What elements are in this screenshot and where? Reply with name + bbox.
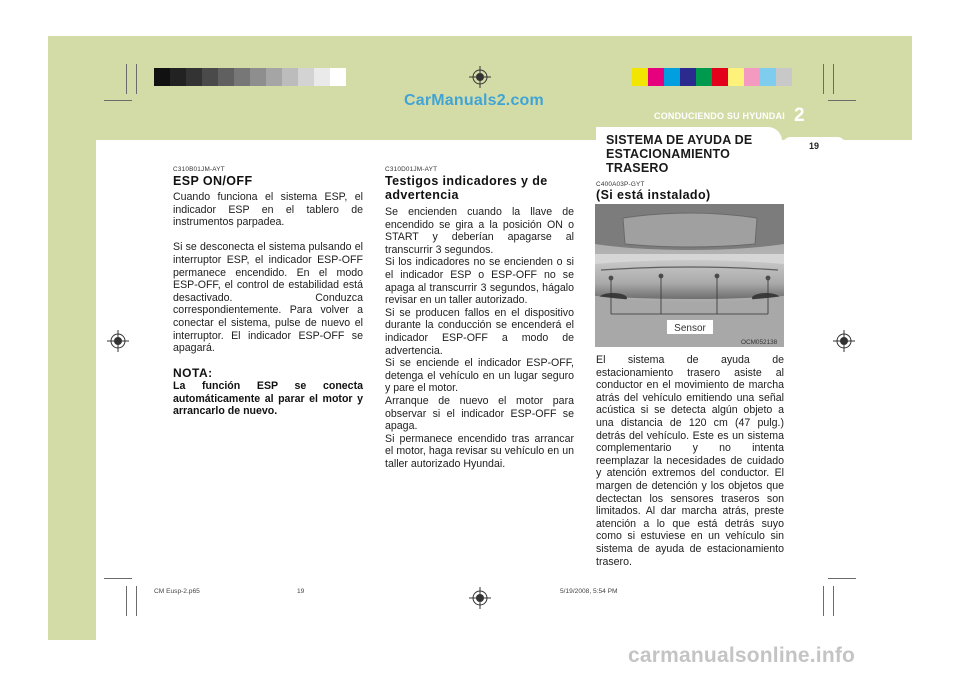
- color-calibration-strip: [632, 68, 792, 86]
- sensor-dot: [715, 274, 720, 279]
- col2-paragraph: Si se producen fallos en el dispositivo durante la conducción se encenderá el indicador ESP-OFF a modo de advertencia.: [385, 306, 574, 357]
- registration-crosshair-icon: [469, 66, 491, 88]
- registration-crosshair-icon: [107, 330, 129, 352]
- col2-body: [385, 206, 574, 470]
- side-band: [48, 140, 96, 640]
- chapter-number: 2: [794, 105, 805, 126]
- watermark-bottom-link[interactable]: carmanualsonline.info: [628, 644, 856, 667]
- col2-paragraph: Arranque de nuevo el motor para observar si el indicador ESP-OFF se apaga.: [385, 394, 574, 433]
- registration-crosshair-icon: [469, 587, 491, 609]
- col2-paragraph: Si se enciende el indicador ESP-OFF, detenga el vehículo en un lugar seguro y pare el motor.: [385, 357, 574, 395]
- col2-title: Testigos indicadores y de advertencia: [385, 174, 548, 202]
- footer-filename: CM Eusp-2.p65: [154, 588, 200, 595]
- col2-code: C310D01JM-AYT: [385, 166, 438, 173]
- col2-paragraph: Si permanece encendido tras arrancar el motor, haga revisar su vehículo en un taller autorizado Hyundai.: [385, 432, 574, 470]
- col3-title: (Si está instalado): [596, 188, 711, 202]
- sensor-dot: [659, 274, 664, 279]
- note-title: NOTA:: [173, 366, 213, 380]
- rear-bumper-sensor-figure: [595, 204, 784, 347]
- chapter-title: CONDUCIENDO SU HYUNDAI: [654, 111, 785, 121]
- registration-crosshair-icon: [833, 330, 855, 352]
- col1-body: [173, 191, 363, 355]
- sensor-dot: [766, 276, 771, 281]
- car-rear-illustration: [595, 204, 784, 347]
- col1-paragraph: Si se desconecta el sistema pulsando el interruptor ESP, el indicador ESP-OFF permanece encendido. En el modo ESP-OFF, el control de estabilidad está desactivado. Conduzca correspondientemente. Para volver a conectar el sistema, pulse de nuevo el interruptor. El indicador ESP-OFF se apagará.: [173, 241, 363, 355]
- page-number: 19: [782, 137, 846, 155]
- note-body: La función ESP se conecta automáticamente al parar el motor y arrancarlo de nuevo.: [173, 380, 363, 418]
- col1-title: ESP ON/OFF: [173, 174, 253, 188]
- footer-page: 19: [297, 588, 305, 595]
- col1-paragraph: Cuando funciona el sistema ESP, el indicador ESP en el tablero de instrumentos parpadea.: [173, 191, 363, 229]
- watermark-top-link[interactable]: CarManuals2.com: [404, 92, 544, 109]
- footer-timestamp: 5/19/2008, 5:54 PM: [560, 588, 618, 595]
- col2-paragraph: Si los indicadores no se encienden o si el indicador ESP o ESP-OFF no se apaga al transcurrir 3 segundos, hágalo revisar en un taller autorizado.: [385, 256, 574, 307]
- sensor-dot: [609, 276, 614, 281]
- section-heading: SISTEMA DE AYUDA DE ESTACIONAMIENTO TRASERO: [606, 133, 753, 175]
- grayscale-calibration-strip: [154, 68, 346, 86]
- col1-code: C310B01JM-AYT: [173, 166, 225, 173]
- col2-paragraph: Se encienden cuando la llave de encendido se gira a la posición ON o START y deberían apagarse al transcurrir 3 segundos.: [385, 206, 574, 256]
- col3-body: El sistema de ayuda de estacionamiento trasero asiste al conductor en el movimiento de marcha atrás del vehículo emitiendo una señal acústica si se detecta algún objeto a una distancia de 120 cm (47 pulg.) detrás del vehículo. Este es un sistema complementario y no intenta reemplazar la necesidades de cuidado y atención extremos del conductor. El margen de detención y los objetos que dectectan los sensores traseros son limitados. Al dar marcha atrás, preste atención a lo que está detrás suyo como si estuviese en un vehículo sin sistema de ayuda de estacionamiento trasero.: [596, 354, 784, 568]
- figure-code: OCM052138: [741, 339, 778, 346]
- figure-label: Sensor: [674, 323, 706, 334]
- col3-code: C400A03P-GYT: [596, 181, 645, 188]
